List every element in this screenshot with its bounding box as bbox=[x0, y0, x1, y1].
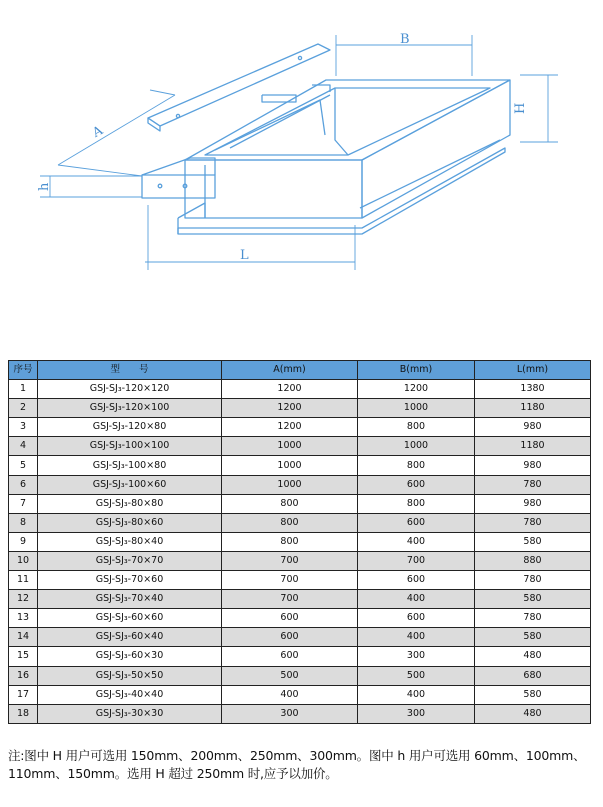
cell-model: GSJ-SJ₃-50×50 bbox=[38, 666, 222, 685]
dim-label-a: A bbox=[90, 123, 106, 141]
cell-index: 16 bbox=[9, 666, 38, 685]
cell-model: GSJ-SJ₃-100×80 bbox=[38, 456, 222, 475]
cell-model: GSJ-SJ₃-80×80 bbox=[38, 494, 222, 513]
footnote: 注:图中 H 用户可选用 150mm、200mm、250mm、300mm。图中 h 用户可选用 60mm、100mm、110mm、150mm。选用 H 超过 250mm 时,应予以加价。 bbox=[8, 748, 586, 781]
cell-b: 800 bbox=[358, 456, 475, 475]
header-index: 序号 bbox=[9, 361, 38, 380]
cell-b: 600 bbox=[358, 609, 475, 628]
cell-index: 10 bbox=[9, 551, 38, 570]
cell-b: 800 bbox=[358, 494, 475, 513]
cell-index: 8 bbox=[9, 513, 38, 532]
cell-model: GSJ-SJ₃-40×40 bbox=[38, 685, 222, 704]
cell-model: GSJ-SJ₃-60×30 bbox=[38, 647, 222, 666]
cell-l: 1180 bbox=[475, 437, 591, 456]
cell-a: 700 bbox=[222, 571, 358, 590]
cell-l: 1380 bbox=[475, 380, 591, 399]
cell-l: 880 bbox=[475, 551, 591, 570]
cell-model: GSJ-SJ₃-70×40 bbox=[38, 590, 222, 609]
header-a: A(mm) bbox=[222, 361, 358, 380]
cell-b: 300 bbox=[358, 647, 475, 666]
cell-a: 300 bbox=[222, 704, 358, 723]
table-row bbox=[9, 628, 591, 647]
cell-index: 11 bbox=[9, 571, 38, 590]
cell-a: 1000 bbox=[222, 437, 358, 456]
cell-a: 800 bbox=[222, 494, 358, 513]
cell-b: 600 bbox=[358, 475, 475, 494]
cell-index: 13 bbox=[9, 609, 38, 628]
cell-index: 17 bbox=[9, 685, 38, 704]
cell-index: 2 bbox=[9, 399, 38, 418]
cell-l: 680 bbox=[475, 666, 591, 685]
cell-model: GSJ-SJ₃-100×100 bbox=[38, 437, 222, 456]
lower-tab bbox=[142, 175, 215, 198]
cell-l: 780 bbox=[475, 513, 591, 532]
cell-a: 1200 bbox=[222, 380, 358, 399]
cell-a: 700 bbox=[222, 551, 358, 570]
top-flange-plate-edge bbox=[148, 118, 160, 131]
dim-label-b: B bbox=[400, 32, 410, 47]
cell-a: 1000 bbox=[222, 456, 358, 475]
header-l: L(mm) bbox=[475, 361, 591, 380]
cell-b: 600 bbox=[358, 571, 475, 590]
table-row bbox=[9, 532, 591, 551]
cell-l: 780 bbox=[475, 571, 591, 590]
table-row bbox=[9, 494, 591, 513]
table-header-row bbox=[9, 361, 591, 380]
duct-side-face bbox=[362, 80, 510, 218]
cell-b: 500 bbox=[358, 666, 475, 685]
cell-b: 400 bbox=[358, 590, 475, 609]
table-row bbox=[9, 513, 591, 532]
dim-label-l: L bbox=[240, 248, 249, 263]
cell-a: 400 bbox=[222, 685, 358, 704]
cell-model: GSJ-SJ₃-30×30 bbox=[38, 704, 222, 723]
cell-model: GSJ-SJ₃-120×100 bbox=[38, 399, 222, 418]
table-row bbox=[9, 475, 591, 494]
cell-index: 9 bbox=[9, 532, 38, 551]
cell-l: 980 bbox=[475, 418, 591, 437]
cell-b: 1000 bbox=[358, 399, 475, 418]
cell-index: 3 bbox=[9, 418, 38, 437]
cell-l: 980 bbox=[475, 456, 591, 475]
top-flange-plate bbox=[148, 44, 330, 126]
cell-a: 1200 bbox=[222, 399, 358, 418]
table-row bbox=[9, 418, 591, 437]
cell-b: 400 bbox=[358, 685, 475, 704]
cell-model: GSJ-SJ₃-70×70 bbox=[38, 551, 222, 570]
dim-label-h-upper: H bbox=[513, 102, 528, 114]
cell-index: 12 bbox=[9, 590, 38, 609]
cell-index: 5 bbox=[9, 456, 38, 475]
cell-b: 400 bbox=[358, 532, 475, 551]
damper-dimension-drawing bbox=[0, 0, 603, 300]
cell-l: 480 bbox=[475, 704, 591, 723]
duct-top-rim bbox=[185, 80, 510, 160]
duct-front-face bbox=[185, 160, 362, 218]
cell-a: 1000 bbox=[222, 475, 358, 494]
cell-index: 15 bbox=[9, 647, 38, 666]
cell-l: 780 bbox=[475, 609, 591, 628]
cell-a: 1200 bbox=[222, 418, 358, 437]
cell-l: 580 bbox=[475, 628, 591, 647]
table-row bbox=[9, 666, 591, 685]
cell-model: GSJ-SJ₃-100×60 bbox=[38, 475, 222, 494]
cell-l: 980 bbox=[475, 494, 591, 513]
cell-model: GSJ-SJ₃-120×80 bbox=[38, 418, 222, 437]
cell-l: 580 bbox=[475, 532, 591, 551]
table-row bbox=[9, 647, 591, 666]
table-row bbox=[9, 685, 591, 704]
cell-model: GSJ-SJ₃-70×60 bbox=[38, 571, 222, 590]
cell-model: GSJ-SJ₃-60×40 bbox=[38, 628, 222, 647]
cell-model: GSJ-SJ₃-60×60 bbox=[38, 609, 222, 628]
header-model: 型 号 bbox=[38, 361, 222, 380]
cell-a: 500 bbox=[222, 666, 358, 685]
cell-a: 600 bbox=[222, 609, 358, 628]
cell-model: GSJ-SJ₃-120×120 bbox=[38, 380, 222, 399]
cell-a: 600 bbox=[222, 647, 358, 666]
cell-model: GSJ-SJ₃-80×60 bbox=[38, 513, 222, 532]
table-row bbox=[9, 456, 591, 475]
dim-label-h-lower: h bbox=[37, 182, 52, 191]
specification-table bbox=[8, 360, 591, 724]
cell-a: 700 bbox=[222, 590, 358, 609]
table-row bbox=[9, 380, 591, 399]
cell-b: 1000 bbox=[358, 437, 475, 456]
cell-index: 7 bbox=[9, 494, 38, 513]
cell-b: 1200 bbox=[358, 380, 475, 399]
cell-index: 4 bbox=[9, 437, 38, 456]
cell-index: 18 bbox=[9, 704, 38, 723]
cell-b: 600 bbox=[358, 513, 475, 532]
cell-b: 300 bbox=[358, 704, 475, 723]
cell-b: 400 bbox=[358, 628, 475, 647]
cell-index: 1 bbox=[9, 380, 38, 399]
cell-l: 580 bbox=[475, 685, 591, 704]
table-row bbox=[9, 437, 591, 456]
table-row bbox=[9, 609, 591, 628]
cell-l: 480 bbox=[475, 647, 591, 666]
cell-a: 600 bbox=[222, 628, 358, 647]
cell-index: 6 bbox=[9, 475, 38, 494]
header-b: B(mm) bbox=[358, 361, 475, 380]
cell-b: 800 bbox=[358, 418, 475, 437]
cell-a: 800 bbox=[222, 532, 358, 551]
cell-model: GSJ-SJ₃-80×40 bbox=[38, 532, 222, 551]
table-row bbox=[9, 551, 591, 570]
cell-l: 580 bbox=[475, 590, 591, 609]
table-row bbox=[9, 399, 591, 418]
table-row bbox=[9, 704, 591, 723]
cell-l: 780 bbox=[475, 475, 591, 494]
cell-a: 800 bbox=[222, 513, 358, 532]
cell-l: 1180 bbox=[475, 399, 591, 418]
cell-index: 14 bbox=[9, 628, 38, 647]
table-row bbox=[9, 571, 591, 590]
table-row bbox=[9, 590, 591, 609]
cell-b: 700 bbox=[358, 551, 475, 570]
